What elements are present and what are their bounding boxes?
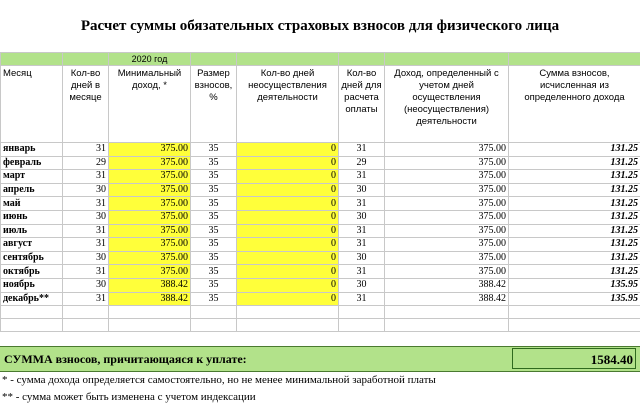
empty-cell[interactable]	[509, 319, 640, 332]
cell-inactive-days[interactable]: 0	[237, 197, 339, 211]
cell-days[interactable]: 30	[63, 183, 109, 197]
cell-payment-days[interactable]: 30	[339, 251, 385, 265]
cell-inactive-days[interactable]: 0	[237, 156, 339, 170]
cell-rate[interactable]: 35	[191, 265, 237, 279]
cell-contribution[interactable]: 131.25	[509, 251, 640, 265]
cell-income[interactable]: 375.00	[385, 224, 509, 238]
cell-income[interactable]: 375.00	[385, 143, 509, 157]
footnote-1: * - сумма дохода определяется самостоятельно, но не менее минимальной заработной платы	[2, 374, 436, 386]
empty-cell[interactable]	[191, 306, 237, 319]
cell-income[interactable]: 375.00	[385, 156, 509, 170]
cell-contribution[interactable]: 131.25	[509, 238, 640, 252]
cell-days[interactable]: 30	[63, 210, 109, 224]
total-label: СУММА взносов, причитающаяся к уплате:	[4, 352, 247, 366]
cell-payment-days[interactable]: 29	[339, 156, 385, 170]
empty-cell[interactable]	[63, 319, 109, 332]
cell-month[interactable]: ноябрь	[1, 278, 63, 292]
header-income[interactable]: Доход, определенный с учетом дней осуществления (неосуществления) деятельности	[385, 66, 509, 143]
empty-row	[1, 319, 640, 332]
cell-inactive-days[interactable]: 0	[237, 210, 339, 224]
cell-income[interactable]: 375.00	[385, 265, 509, 279]
table-row	[1, 143, 640, 157]
empty-cell[interactable]	[63, 306, 109, 319]
cell-income[interactable]: 375.00	[385, 238, 509, 252]
total-value[interactable]: 1584.40	[512, 348, 636, 369]
cell-contribution[interactable]: 131.25	[509, 183, 640, 197]
header-contribution[interactable]: Сумма взносов, исчисленная из определенного дохода	[509, 66, 640, 143]
table-row	[1, 170, 640, 184]
header-inactive-days[interactable]: Кол-во дней неосуществления деятельности	[237, 66, 339, 143]
empty-cell[interactable]	[237, 319, 339, 332]
cell-rate[interactable]: 35	[191, 170, 237, 184]
year-label: 2020 год	[109, 53, 191, 66]
cell-month[interactable]: август	[1, 238, 63, 252]
cell-inactive-days[interactable]: 0	[237, 170, 339, 184]
cell-rate[interactable]: 35	[191, 210, 237, 224]
cell-payment-days[interactable]: 31	[339, 143, 385, 157]
cell-days[interactable]: 30	[63, 251, 109, 265]
empty-cell[interactable]	[339, 319, 385, 332]
empty-cell[interactable]	[1, 319, 63, 332]
cell-month[interactable]: октябрь	[1, 265, 63, 279]
cell-payment-days[interactable]: 30	[339, 210, 385, 224]
table-row	[1, 238, 640, 252]
cell-days[interactable]: 31	[63, 170, 109, 184]
empty-cell[interactable]	[385, 319, 509, 332]
cell-month[interactable]: июнь	[1, 210, 63, 224]
cell-payment-days[interactable]: 31	[339, 292, 385, 306]
cell-income[interactable]: 375.00	[385, 170, 509, 184]
cell-days[interactable]: 31	[63, 143, 109, 157]
cell-min-income[interactable]: 388.42	[109, 292, 191, 306]
cell-month[interactable]: декабрь**	[1, 292, 63, 306]
cell-rate[interactable]: 35	[191, 238, 237, 252]
cell-payment-days[interactable]: 31	[339, 224, 385, 238]
cell-payment-days[interactable]: 31	[339, 170, 385, 184]
cell-payment-days[interactable]: 30	[339, 278, 385, 292]
cell-payment-days[interactable]: 31	[339, 238, 385, 252]
header-min-income[interactable]: Минимальный доход, *	[109, 66, 191, 143]
cell-inactive-days[interactable]: 0	[237, 278, 339, 292]
cell-month[interactable]: февраль	[1, 156, 63, 170]
cell-month[interactable]: июль	[1, 224, 63, 238]
empty-cell[interactable]	[509, 306, 640, 319]
page-title: Расчет суммы обязательных страховых взносов для физического лица	[80, 18, 560, 34]
cell-inactive-days[interactable]: 0	[237, 238, 339, 252]
cell-income[interactable]: 388.42	[385, 278, 509, 292]
cell-inactive-days[interactable]: 0	[237, 251, 339, 265]
table-row	[1, 224, 640, 238]
cell-income[interactable]: 375.00	[385, 210, 509, 224]
cell-payment-days[interactable]: 31	[339, 197, 385, 211]
cell-month[interactable]: апрель	[1, 183, 63, 197]
cell-month[interactable]: сентябрь	[1, 251, 63, 265]
empty-cell[interactable]	[109, 306, 191, 319]
header-payment-days[interactable]: Кол-во дней для расчета оплаты	[339, 66, 385, 143]
cell-days[interactable]: 29	[63, 156, 109, 170]
cell-days[interactable]: 30	[63, 278, 109, 292]
cell-income[interactable]: 375.00	[385, 197, 509, 211]
cell-contribution[interactable]: 135.95	[509, 292, 640, 306]
cell-rate[interactable]: 35	[191, 197, 237, 211]
header-row	[1, 66, 640, 143]
empty-cell[interactable]	[109, 319, 191, 332]
contributions-table	[0, 52, 640, 332]
cell-rate[interactable]: 35	[191, 143, 237, 157]
cell-min-income[interactable]: 375.00	[109, 210, 191, 224]
cell-days[interactable]: 31	[63, 292, 109, 306]
cell-inactive-days[interactable]: 0	[237, 292, 339, 306]
cell-month[interactable]: март	[1, 170, 63, 184]
total-bar	[0, 346, 640, 372]
cell-min-income[interactable]: 375.00	[109, 197, 191, 211]
table-row	[1, 210, 640, 224]
table-row	[1, 183, 640, 197]
empty-row	[1, 306, 640, 319]
cell-min-income[interactable]: 375.00	[109, 238, 191, 252]
cell-min-income[interactable]: 375.00	[109, 170, 191, 184]
cell-income[interactable]: 375.00	[385, 183, 509, 197]
cell-inactive-days[interactable]: 0	[237, 224, 339, 238]
table-row	[1, 278, 640, 292]
header-month[interactable]: Месяц	[1, 66, 63, 143]
cell-days[interactable]: 31	[63, 238, 109, 252]
table-row	[1, 251, 640, 265]
table-row	[1, 292, 640, 306]
empty-cell[interactable]	[339, 306, 385, 319]
cell-min-income[interactable]: 388.42	[109, 278, 191, 292]
cell-payment-days[interactable]: 30	[339, 183, 385, 197]
cell-min-income[interactable]: 375.00	[109, 251, 191, 265]
cell-contribution[interactable]: 131.25	[509, 210, 640, 224]
cell-rate[interactable]: 35	[191, 292, 237, 306]
cell-income[interactable]: 375.00	[385, 251, 509, 265]
empty-cell[interactable]	[237, 306, 339, 319]
cell-month[interactable]: январь	[1, 143, 63, 157]
cell-min-income[interactable]: 375.00	[109, 224, 191, 238]
cell-rate[interactable]: 35	[191, 224, 237, 238]
cell-inactive-days[interactable]: 0	[237, 265, 339, 279]
cell-payment-days[interactable]: 31	[339, 265, 385, 279]
table-row	[1, 197, 640, 211]
cell-income[interactable]: 388.42	[385, 292, 509, 306]
cell-inactive-days[interactable]: 0	[237, 143, 339, 157]
empty-cell[interactable]	[191, 319, 237, 332]
table-row	[1, 156, 640, 170]
cell-min-income[interactable]: 375.00	[109, 183, 191, 197]
header-days-in-month[interactable]: Кол-во дней в месяце	[63, 66, 109, 143]
cell-contribution[interactable]: 131.25	[509, 156, 640, 170]
cell-contribution[interactable]: 135.95	[509, 278, 640, 292]
header-rate[interactable]: Размер взносов, %	[191, 66, 237, 143]
empty-cell[interactable]	[385, 306, 509, 319]
table-row	[1, 265, 640, 279]
cell-min-income[interactable]: 375.00	[109, 156, 191, 170]
cell-contribution[interactable]: 131.25	[509, 224, 640, 238]
cell-month[interactable]: май	[1, 197, 63, 211]
cell-rate[interactable]: 35	[191, 156, 237, 170]
cell-contribution[interactable]: 131.25	[509, 265, 640, 279]
cell-rate[interactable]: 35	[191, 183, 237, 197]
year-row	[1, 53, 640, 66]
cell-contribution[interactable]: 131.25	[509, 197, 640, 211]
cell-min-income[interactable]: 375.00	[109, 143, 191, 157]
cell-days[interactable]: 31	[63, 224, 109, 238]
cell-min-income[interactable]: 375.00	[109, 265, 191, 279]
cell-days[interactable]: 31	[63, 265, 109, 279]
cell-rate[interactable]: 35	[191, 251, 237, 265]
cell-inactive-days[interactable]: 0	[237, 183, 339, 197]
cell-contribution[interactable]: 131.25	[509, 170, 640, 184]
footnote-2: ** - сумма может быть изменена с учетом индексации	[2, 391, 256, 403]
cell-rate[interactable]: 35	[191, 278, 237, 292]
cell-contribution[interactable]: 131.25	[509, 143, 640, 157]
cell-days[interactable]: 31	[63, 197, 109, 211]
empty-cell[interactable]	[1, 306, 63, 319]
